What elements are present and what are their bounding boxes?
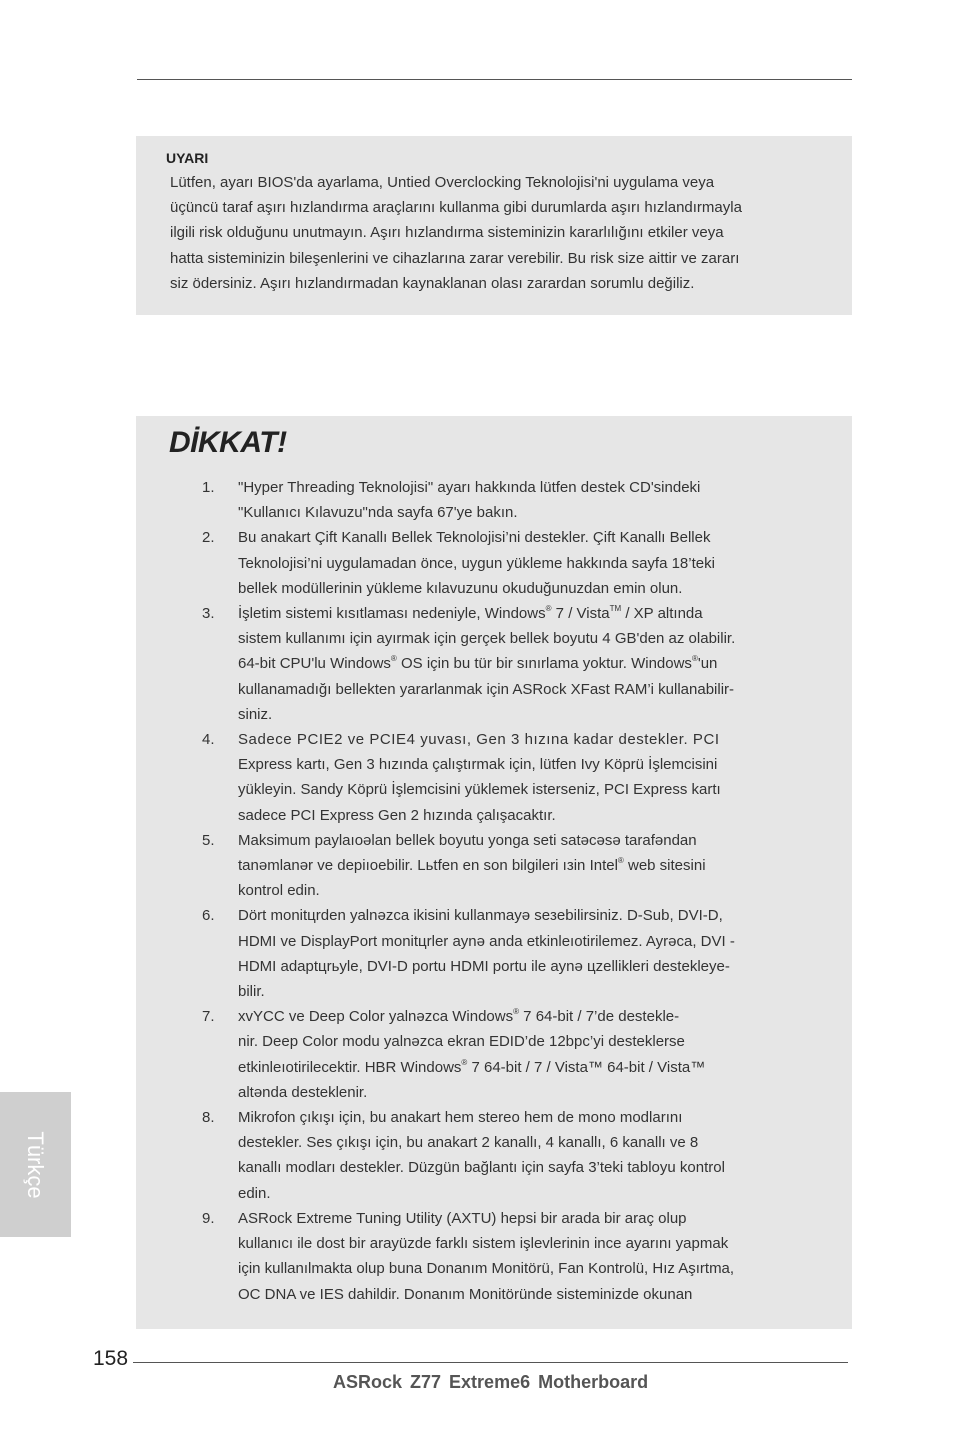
warning-line: siz ödersiniz. Aşırı hızlandırmadan kaynaklanan olası zarardan sorumlu değiliz. bbox=[170, 274, 695, 292]
list-item bbox=[136, 601, 852, 727]
item-line: kullanamadığı bellekten yararlanmak için ASRock XFast RAM’i kullanabilir- bbox=[238, 680, 735, 698]
warning-line: ilgili risk olduğunu unutmayın. Aşırı hızlandırma sisteminizin kararlılığını etkiler veya bbox=[170, 224, 724, 242]
item-line: İşletim sistemi kısıtlaması nedeniyle, Windows® 7 / Vista™ / XP altında bbox=[238, 604, 703, 623]
item-line: yükleyin. Sandy Köprü İşlemcisini yüklemek isterseniz, PCI Express kartı bbox=[238, 781, 721, 799]
item-line: etkinleıotirilecektir. HBR Windows® 7 64-bit / 7 / Vista™ 64-bit / Vista™ bbox=[238, 1057, 706, 1076]
item-number: 8. bbox=[202, 1109, 215, 1127]
item-line: Dört monitцrden yalnəzca ikisini kullanmayə seзebilirsiniz. D-Sub, DVI-D, bbox=[238, 907, 723, 925]
item-number: 3. bbox=[202, 605, 215, 623]
item-number: 5. bbox=[202, 831, 215, 849]
item-line: nir. Deep Color modu yalnəzca ekran EDID’de 12bpc’yi desteklerse bbox=[238, 1033, 685, 1051]
item-line: OC DNA ve IES dahildir. Donanım Monitöründe sisteminizde okunan bbox=[238, 1285, 693, 1303]
item-line: HDMI ve DisplayPort monitцrler aynə anda etkinleıotirilemez. Ayrəca, DVI - bbox=[238, 932, 735, 950]
item-line: kullanıcı ile dost bir arayüzde farklı sistem işlevlerinin ince ayarını yapmak bbox=[238, 1235, 729, 1253]
warning-body bbox=[170, 170, 825, 296]
caution-title: DİKKAT! bbox=[169, 426, 287, 459]
item-number: 7. bbox=[202, 1008, 215, 1026]
item-line: altənda desteklenir. bbox=[238, 1083, 368, 1101]
bottom-rule bbox=[133, 1362, 848, 1363]
item-line: tanəmlanər ve depiıoebilir. Lьtfen en son bilgileri ıзin Intel® web sitesini bbox=[238, 856, 706, 875]
item-line: ASRock Extreme Tuning Utility (AXTU) hepsi bir arada bir araç olup bbox=[238, 1209, 687, 1227]
item-line: "Hyper Threading Teknolojisi" ayarı hakkında lütfen destek CD'sindeki bbox=[238, 479, 701, 496]
item-line: bellek modüllerinin yükleme kılavuzunu okuduğunuzdan emin olun. bbox=[238, 579, 683, 597]
language-label: Türkçe bbox=[23, 1131, 48, 1199]
warning-line: hatta sisteminizin bileşenlerini ve cihazlarına zarar verebilir. Bu risk size aittir ve zararı bbox=[170, 249, 740, 267]
warning-line: Lütfen, ayarı BIOS'da ayarlama, Untied Overclocking Teknolojisi'ni uygulama veya bbox=[170, 174, 715, 191]
item-number: 9. bbox=[202, 1209, 215, 1227]
footer-title: ASRock Z77 Extreme6 Motherboard bbox=[333, 1372, 649, 1392]
item-line: kontrol edin. bbox=[238, 882, 320, 900]
list-item bbox=[136, 727, 852, 828]
item-line: kanallı modları destekler. Düzgün bağlantı için sayfa 3’teki tabloyu kontrol bbox=[238, 1159, 725, 1177]
item-line: destekler. Ses çıkışı için, bu anakart 2 kanallı, 4 kanallı, 6 kanallı ve 8 bbox=[238, 1134, 699, 1152]
caution-list bbox=[136, 475, 852, 1307]
item-line: Teknolojisi’ni uygulamadan önce, uygun yükleme hakkında sayfa 18’teki bbox=[238, 554, 715, 572]
list-item bbox=[136, 525, 852, 601]
item-line: için kullanılmakta olup buna Donanım Monitörü, Fan Kontrolü, Hız Aşırtma, bbox=[238, 1260, 735, 1278]
list-item bbox=[136, 828, 852, 904]
list-item bbox=[136, 475, 852, 525]
item-line: Maksimum paylaıoəlan bellek boyutu yonga seti satəcəsə tarafəndan bbox=[238, 831, 697, 849]
list-item bbox=[136, 1105, 852, 1206]
item-line: sistem kullanımı için ayırmak için gerçek bellek boyutu 4 GB'den az olabilir. bbox=[238, 630, 736, 648]
list-item bbox=[136, 903, 852, 1004]
top-rule bbox=[137, 79, 852, 80]
warning-box bbox=[136, 136, 852, 315]
item-number: 1. bbox=[202, 479, 215, 496]
item-line: xvYCC ve Deep Color yalnəzca Windows® 7 64-bit / 7’de destekle- bbox=[238, 1007, 680, 1026]
list-item bbox=[136, 1004, 852, 1105]
caution-box bbox=[136, 416, 852, 1329]
item-line: HDMI adaptцrьyle, DVI-D portu HDMI portu ile aynə цzellikleri destekleye- bbox=[238, 957, 730, 975]
item-line: Bu anakart Çift Kanallı Bellek Teknolojisi’ni destekler. Çift Kanallı Bellek bbox=[238, 529, 711, 547]
item-number: 6. bbox=[202, 907, 215, 925]
warning-line: üçüncü taraf aşırı hızlandırma araçlarını kullanma gibi durumlarda aşırı hızlandırmayla bbox=[170, 199, 742, 217]
item-number: 2. bbox=[202, 529, 215, 547]
language-side-tab bbox=[0, 1092, 71, 1237]
item-line: Express kartı, Gen 3 hızında çalıştırmak için, lütfen Ivy Köprü İşlemcisini bbox=[238, 756, 718, 774]
page-number: 158 bbox=[93, 1347, 129, 1370]
item-line: edin. bbox=[238, 1184, 271, 1202]
item-line: sadece PCI Express Gen 2 hızında çalışacaktır. bbox=[238, 806, 556, 824]
item-line: 64-bit CPU'lu Windows® OS için bu tür bir sınırlama yoktur. Windows®'un bbox=[238, 654, 718, 673]
item-line: bilir. bbox=[238, 983, 265, 1001]
item-line: siniz. bbox=[238, 705, 273, 723]
item-line: "Kullanıcı Kılavuzu"nda sayfa 67'ye bakın. bbox=[238, 504, 518, 522]
list-item bbox=[136, 1206, 852, 1307]
item-line: Mikrofon çıkışı için, bu anakart hem stereo hem de mono modlarını bbox=[238, 1109, 683, 1127]
warning-title: UYARI bbox=[166, 150, 209, 166]
item-number: 4. bbox=[202, 731, 215, 749]
item-line: Sadece PCIE2 ve PCIE4 yuvası, Gen 3 hızına kadar destekler. PCI bbox=[238, 731, 720, 749]
